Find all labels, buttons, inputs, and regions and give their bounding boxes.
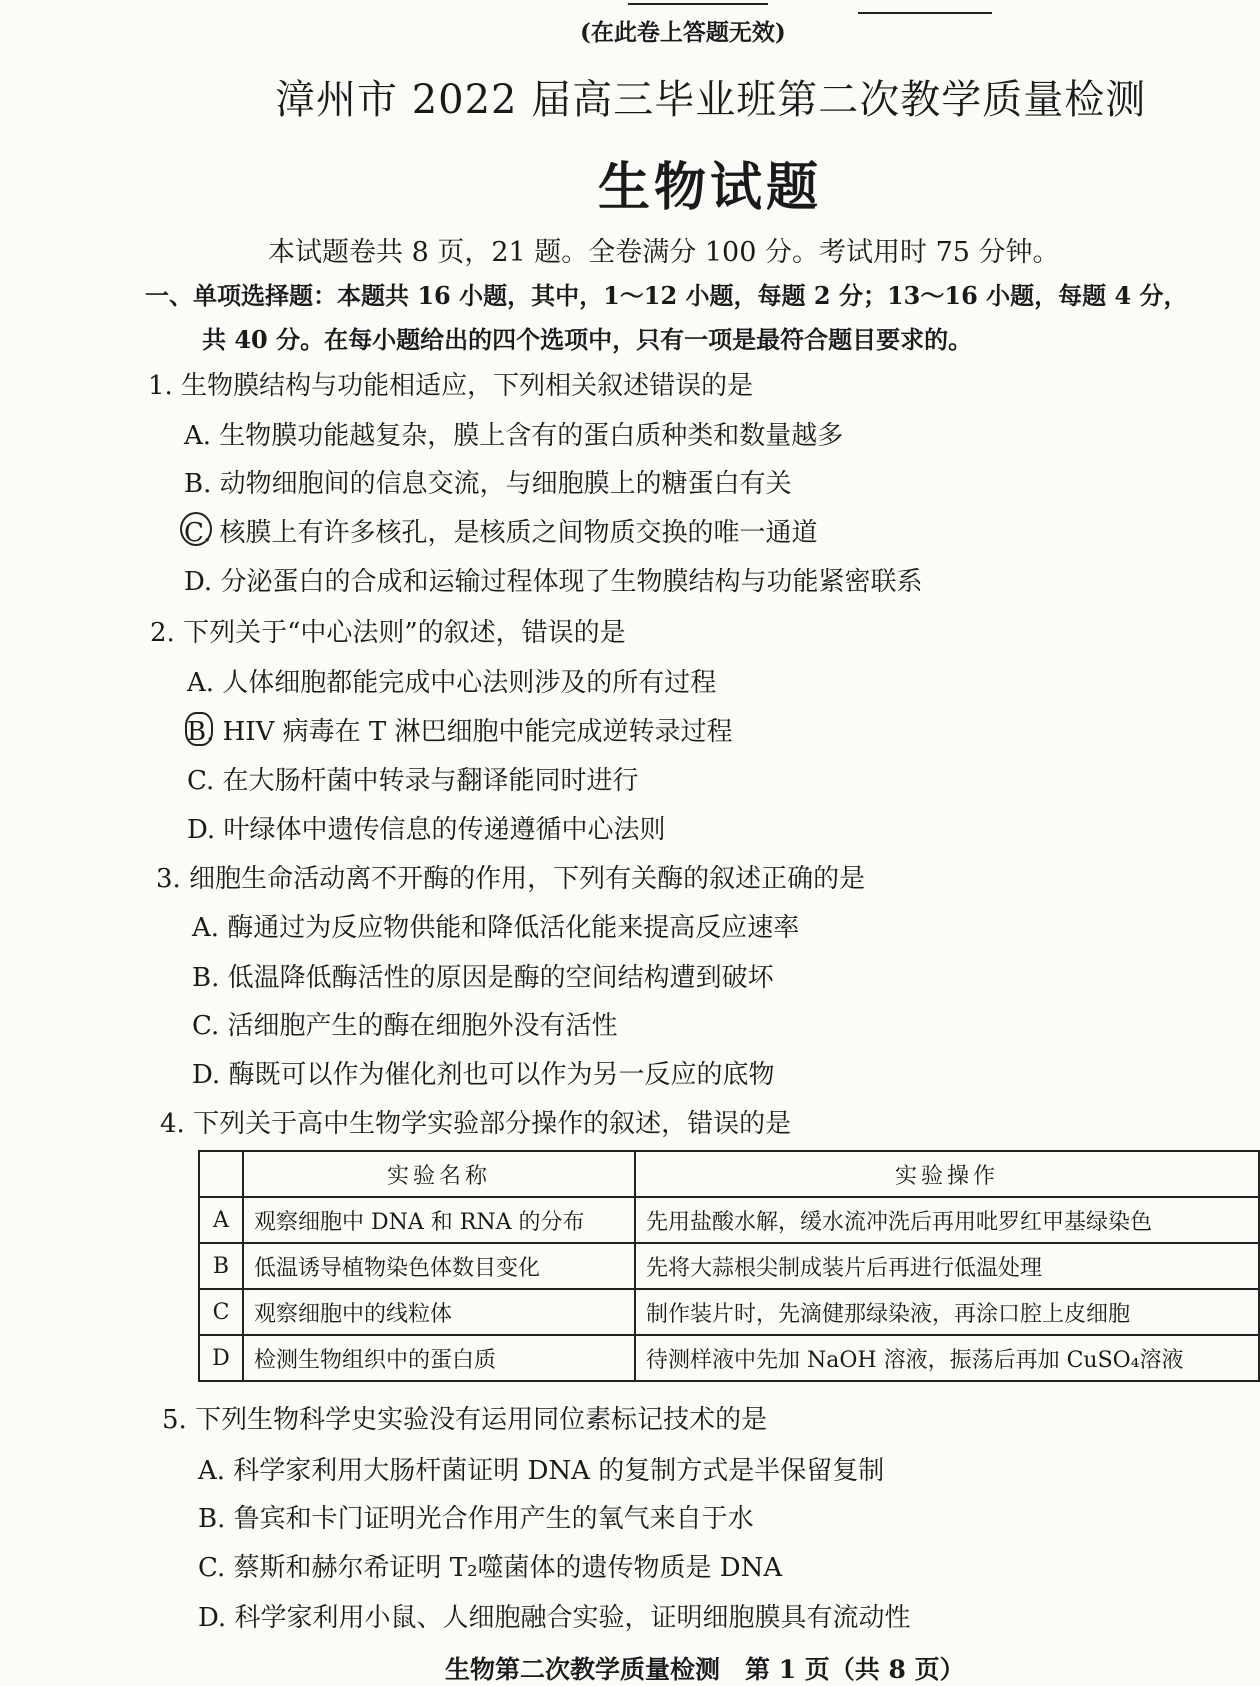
question-3-option-b: B. 低温降低酶活性的原因是酶的空间结构遭到破坏 <box>192 963 774 993</box>
table-row <box>199 1243 1259 1289</box>
section-instructions-line2: 共 40 分。在每小题给出的四个选项中，只有一项是最符合题目要求的。 <box>202 325 973 354</box>
experiment-table <box>198 1150 1260 1382</box>
row-letter: B <box>199 1243 243 1289</box>
row-letter: C <box>199 1289 243 1335</box>
question-2-option-d: D. 叶绿体中遗传信息的传递遵循中心法则 <box>187 815 666 845</box>
question-2-option-a: A. 人体细胞都能完成中心法则涉及的所有过程 <box>187 668 717 698</box>
row-experiment-name: 观察细胞中的线粒体 <box>243 1289 635 1335</box>
question-4-stem: 4. 下列关于高中生物学实验部分操作的叙述，错误的是 <box>160 1109 792 1139</box>
question-5-option-a: A. 科学家利用大肠杆菌证明 DNA 的复制方式是半保留复制 <box>198 1456 885 1486</box>
section-instructions-line1: 一、单项选择题：本题共 16 小题，其中，1～12 小题，每题 2 分；13～16 小题，每题 4 分， <box>145 281 1188 310</box>
question-1-option-d: D. 分泌蛋白的合成和运输过程体现了生物膜结构与功能紧密联系 <box>184 567 923 597</box>
table-row <box>199 1197 1259 1243</box>
table-header-row <box>199 1151 1259 1197</box>
question-2-stem: 2. 下列关于“中心法则”的叙述，错误的是 <box>150 618 626 648</box>
question-1-option-c: C. 核膜上有许多核孔，是核质之间物质交换的唯一通道 <box>184 518 818 548</box>
row-letter: D <box>199 1335 243 1381</box>
row-experiment-operation: 制作装片时，先滴健那绿染液，再涂口腔上皮细胞 <box>635 1289 1259 1335</box>
question-2-option-c: C. 在大肠杆菌中转录与翻译能同时进行 <box>187 766 639 796</box>
table-header-name: 实验名称 <box>243 1151 635 1197</box>
exam-title: 漳州市 2022 届高三毕业班第二次教学质量检测 <box>275 77 1147 123</box>
row-letter: A <box>199 1197 243 1243</box>
row-experiment-name: 检测生物组织中的蛋白质 <box>243 1335 635 1381</box>
table-header-letter <box>199 1151 243 1197</box>
question-1-stem: 1. 生物膜结构与功能相适应，下列相关叙述错误的是 <box>148 371 754 401</box>
question-3-option-c: C. 活细胞产生的酶在细胞外没有活性 <box>192 1011 618 1041</box>
row-experiment-name: 观察细胞中 DNA 和 RNA 的分布 <box>243 1197 635 1243</box>
table-row <box>199 1289 1259 1335</box>
handwritten-answer-mark <box>180 512 212 546</box>
question-3-stem: 3. 细胞生命活动离不开酶的作用，下列有关酶的叙述正确的是 <box>156 864 866 894</box>
name-blank-line <box>858 0 992 14</box>
row-experiment-operation: 先用盐酸水解，缓水流冲洗后再用吡罗红甲基绿染色 <box>635 1197 1259 1243</box>
question-2-option-b: B. HIV 病毒在 T 淋巴细胞中能完成逆转录过程 <box>187 717 733 747</box>
page-footer: 生物第二次教学质量检测 第 1 页（共 8 页） <box>445 1655 965 1684</box>
exam-info: 本试题卷共 8 页，21 题。全卷满分 100 分。考试用时 75 分钟。 <box>268 237 1060 268</box>
question-1-option-b: B. 动物细胞间的信息交流，与细胞膜上的糖蛋白有关 <box>184 469 792 499</box>
header-line-left <box>628 0 768 5</box>
row-experiment-operation: 待测样液中先加 NaOH 溶液，振荡后再加 CuSO₄溶液 <box>635 1335 1259 1381</box>
handwritten-answer-mark <box>185 712 213 746</box>
question-1-option-a: A. 生物膜功能越复杂，膜上含有的蛋白质种类和数量越多 <box>184 421 844 451</box>
table-row <box>199 1335 1259 1381</box>
row-experiment-operation: 先将大蒜根尖制成装片后再进行低温处理 <box>635 1243 1259 1289</box>
question-3-option-a: A. 酶通过为反应物供能和降低活化能来提高反应速率 <box>192 913 800 943</box>
question-5-option-d: D. 科学家利用小鼠、人细胞融合实验，证明细胞膜具有流动性 <box>198 1603 911 1633</box>
invalid-answer-note: (在此卷上答题无效) <box>580 19 786 46</box>
row-experiment-name: 低温诱导植物染色体数目变化 <box>243 1243 635 1289</box>
subject-title: 生物试题 <box>598 157 823 218</box>
question-3-option-d: D. 酶既可以作为催化剂也可以作为另一反应的底物 <box>192 1060 775 1090</box>
question-5-stem: 5. 下列生物科学史实验没有运用同位素标记技术的是 <box>162 1405 768 1435</box>
question-5-option-c: C. 蔡斯和赫尔希证明 T₂噬菌体的遗传物质是 DNA <box>198 1553 783 1583</box>
question-5-option-b: B. 鲁宾和卡门证明光合作用产生的氧气来自于水 <box>198 1504 754 1534</box>
table-header-operation: 实验操作 <box>635 1151 1259 1197</box>
